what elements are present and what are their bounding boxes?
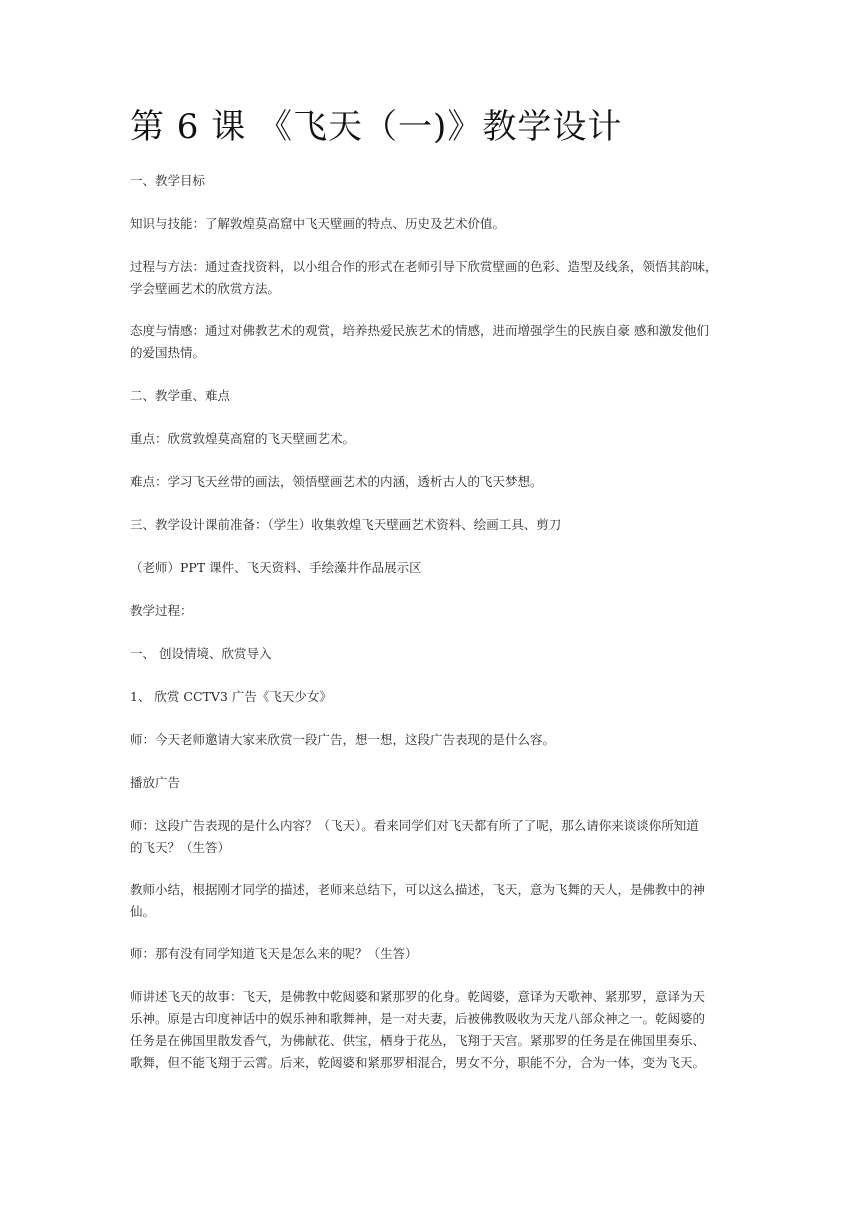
paragraph-teacher-question-3: 师：那有没有同学知道飞天是怎么来的呢？（生答） (130, 946, 418, 961)
step-heading-1: 一、 创设情境、欣赏导入 (130, 646, 272, 661)
paragraph-attitude-emotion (130, 320, 732, 364)
paragraph-feitian-story (130, 986, 732, 1074)
paragraph-line: 仙。 (130, 904, 156, 919)
paragraph-line: 的爱国热情。 (130, 345, 206, 360)
section-heading-teaching-process: 教学过程： (130, 603, 193, 618)
paragraph-knowledge-skills: 知识与技能：了解敦煌莫高窟中飞天壁画的特点、历史及艺术价值。 (130, 216, 506, 231)
paragraph-line: 态度与情感：通过对佛教艺术的观赏，培养热爱民族艺术的情感，进而增强学生的民族自豪 感和激发他们 (130, 323, 709, 338)
paragraph-teacher-summary (130, 879, 732, 923)
step-item-1: 1、 欣赏 CCTV3 广告《飞天少女》 (130, 689, 332, 704)
paragraph-line: 学会壁画艺术的欣赏方法。 (130, 281, 281, 296)
paragraph-process-methods (130, 256, 732, 300)
paragraph-teacher-preparation: （老师）PPT 课件、飞天资料、手绘藻井作品展示区 (130, 560, 422, 575)
paragraph-play-ad: 播放广告 (130, 775, 181, 790)
paragraph-key-point: 重点：欣赏敦煌莫高窟的飞天壁画艺术。 (130, 431, 356, 446)
paragraph-teacher-question-1: 师：今天老师邀请大家来欣赏一段广告，想一想，这段广告表现的是什么容。 (130, 732, 556, 747)
paragraph-line: 的飞天？（生答） (130, 840, 231, 855)
section-heading-preparation: 三、教学设计课前准备：（学生）收集敦煌飞天壁画艺术资料、绘画工具、剪刀 (130, 517, 562, 532)
paragraph-line: 教师小结，根据刚才同学的描述，老师来总结下，可以这么描述，飞天，意为飞舞的天人，是佛教中的神 (130, 882, 706, 897)
paragraph-line: 歌舞，但不能飞翔于云霄。后来，乾闼婆和紧那罗相混合，男女不分，职能不分，合为一体，变为飞天。 (130, 1055, 706, 1070)
paragraph-line: 任务是在佛国里散发香气，为佛献花、供宝，栖身于花丛，飞翔于天宫。紧那罗的任务是在佛国里奏乐、 (130, 1033, 706, 1048)
paragraph-line: 乐神。原是古印度神话中的娱乐神和歌舞神，是一对夫妻，后被佛教吸收为天龙八部众神之一。乾闼婆的 (130, 1011, 706, 1026)
paragraph-line: 师讲述飞天的故事：飞天，是佛教中乾闼婆和紧那罗的化身。乾闼婆，意译为天歌神、紧那罗，意译为天 (130, 989, 706, 1004)
section-heading-objectives: 一、教学目标 (130, 173, 206, 188)
paragraph-line: 过程与方法：通过查找资料，以小组合作的形式在老师引导下欣赏壁画的色彩、造型及线条，领悟其韵味， (130, 259, 718, 274)
paragraph-difficulty: 难点：学习飞天丝带的画法，领悟壁画艺术的内涵，透析古人的飞天梦想。 (130, 474, 543, 489)
paragraph-teacher-question-2 (130, 815, 732, 859)
section-heading-key-points: 二、教学重、难点 (130, 388, 231, 403)
paragraph-line: 师：这段广告表现的是什么内容？（飞天）。看来同学们对飞天都有所了了呢，那么请你来谈谈你所知道 (130, 818, 699, 833)
document-title: 第 6 课 《飞天（一)》教学设计 (130, 107, 623, 147)
